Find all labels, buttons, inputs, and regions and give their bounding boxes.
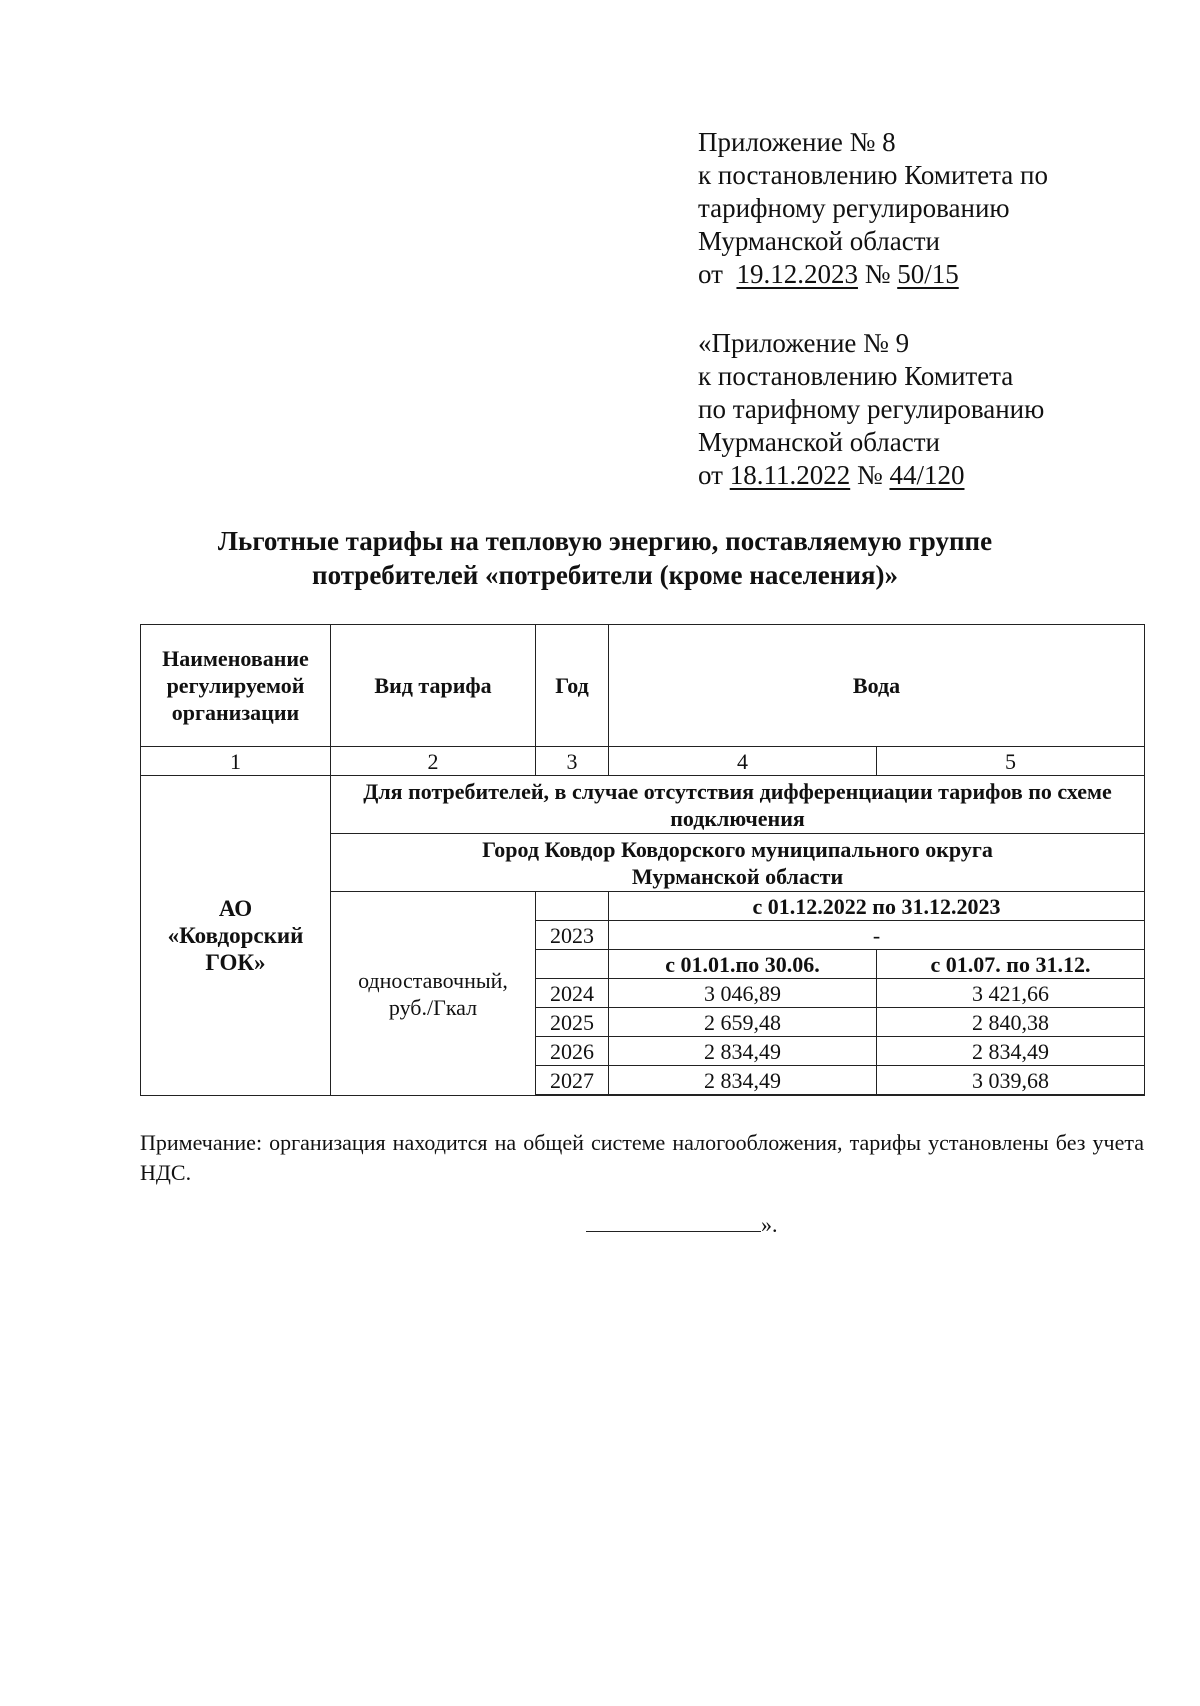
year-cell: 2026 xyxy=(536,1037,609,1066)
header-year: Год xyxy=(536,625,609,747)
year-empty xyxy=(536,950,609,979)
column-number: 5 xyxy=(877,747,1145,776)
section-city: Город Ковдор Ковдорского муниципального округа Мурманской области xyxy=(331,834,1145,892)
period-2023: с 01.12.2022 по 31.12.2023 xyxy=(609,892,1145,921)
year-cell: 2025 xyxy=(536,1008,609,1037)
closing-quote: ». xyxy=(761,1212,778,1237)
appendix-line: «Приложение № 9 xyxy=(698,328,910,358)
appendix-line: тарифному регулированию xyxy=(698,193,1010,223)
document-title xyxy=(140,524,1070,592)
appendix-date-line xyxy=(698,258,1048,291)
section-consumers: Для потребителей, в случае отсутствия дифференциации тарифов по схеме подключения xyxy=(331,776,1145,834)
appendix-line: Приложение № 8 xyxy=(698,127,896,157)
appendix-number: 50/15 xyxy=(897,259,959,289)
appendix-original xyxy=(698,327,1044,492)
title-line: потребителей «потребители (кроме населения)» xyxy=(312,560,898,590)
period-h2: с 01.07. по 31.12. xyxy=(877,950,1145,979)
appendix-no: № xyxy=(856,460,883,490)
tariff-table xyxy=(140,624,1145,1096)
year-cell: 2024 xyxy=(536,979,609,1008)
year-empty xyxy=(536,892,609,921)
header-tariff-type: Вид тарифа xyxy=(331,625,536,747)
spacer xyxy=(609,1095,877,1096)
value-h1: 3 046,89 xyxy=(609,979,877,1008)
appendix-from: от xyxy=(698,259,723,289)
column-number: 4 xyxy=(609,747,877,776)
appendix-current xyxy=(698,126,1048,291)
appendix-no: № xyxy=(864,259,891,289)
year-cell: 2027 xyxy=(536,1066,609,1095)
spacer xyxy=(536,1095,609,1096)
appendix-line: Мурманской области xyxy=(698,226,940,256)
value-h1: 2 659,48 xyxy=(609,1008,877,1037)
appendix-line: Мурманской области xyxy=(698,427,940,457)
value-2023: - xyxy=(609,921,1145,950)
signature-line xyxy=(586,1231,761,1232)
appendix-line: к постановлению Комитета по xyxy=(698,160,1048,190)
tariff-kind-cell: одноставочный, руб./Гкал xyxy=(331,892,536,1096)
value-h1: 2 834,49 xyxy=(609,1066,877,1095)
column-number: 3 xyxy=(536,747,609,776)
value-h2: 2 840,38 xyxy=(877,1008,1145,1037)
header-org: Наименование регулируемой организации xyxy=(141,625,331,747)
title-line: Льготные тарифы на тепловую энергию, поставляемую группе xyxy=(217,526,993,556)
appendix-date-line xyxy=(698,459,1044,492)
organization-cell: АО «Ковдорский ГОК» xyxy=(141,776,331,1096)
appendix-line: к постановлению Комитета xyxy=(698,361,1014,391)
column-number: 1 xyxy=(141,747,331,776)
note: Примечание: организация находится на общей системе налогообложения, тарифы установлены без учета НДС. xyxy=(140,1130,1144,1185)
column-number: 2 xyxy=(331,747,536,776)
appendix-from: от xyxy=(698,460,723,490)
value-h2: 3 421,66 xyxy=(877,979,1145,1008)
value-h2: 3 039,68 xyxy=(877,1066,1145,1095)
period-h1: с 01.01.по 30.06. xyxy=(609,950,877,979)
appendix-date: 19.12.2023 xyxy=(736,259,858,289)
value-h1: 2 834,49 xyxy=(609,1037,877,1066)
header-water: Вода xyxy=(609,625,1145,747)
closing-mark xyxy=(586,1212,778,1238)
spacer xyxy=(877,1095,1145,1096)
value-h2: 2 834,49 xyxy=(877,1037,1145,1066)
appendix-number: 44/120 xyxy=(889,460,965,490)
appendix-date: 18.11.2022 xyxy=(729,460,851,490)
year-cell: 2023 xyxy=(536,921,609,950)
appendix-line: по тарифному регулированию xyxy=(698,394,1045,424)
